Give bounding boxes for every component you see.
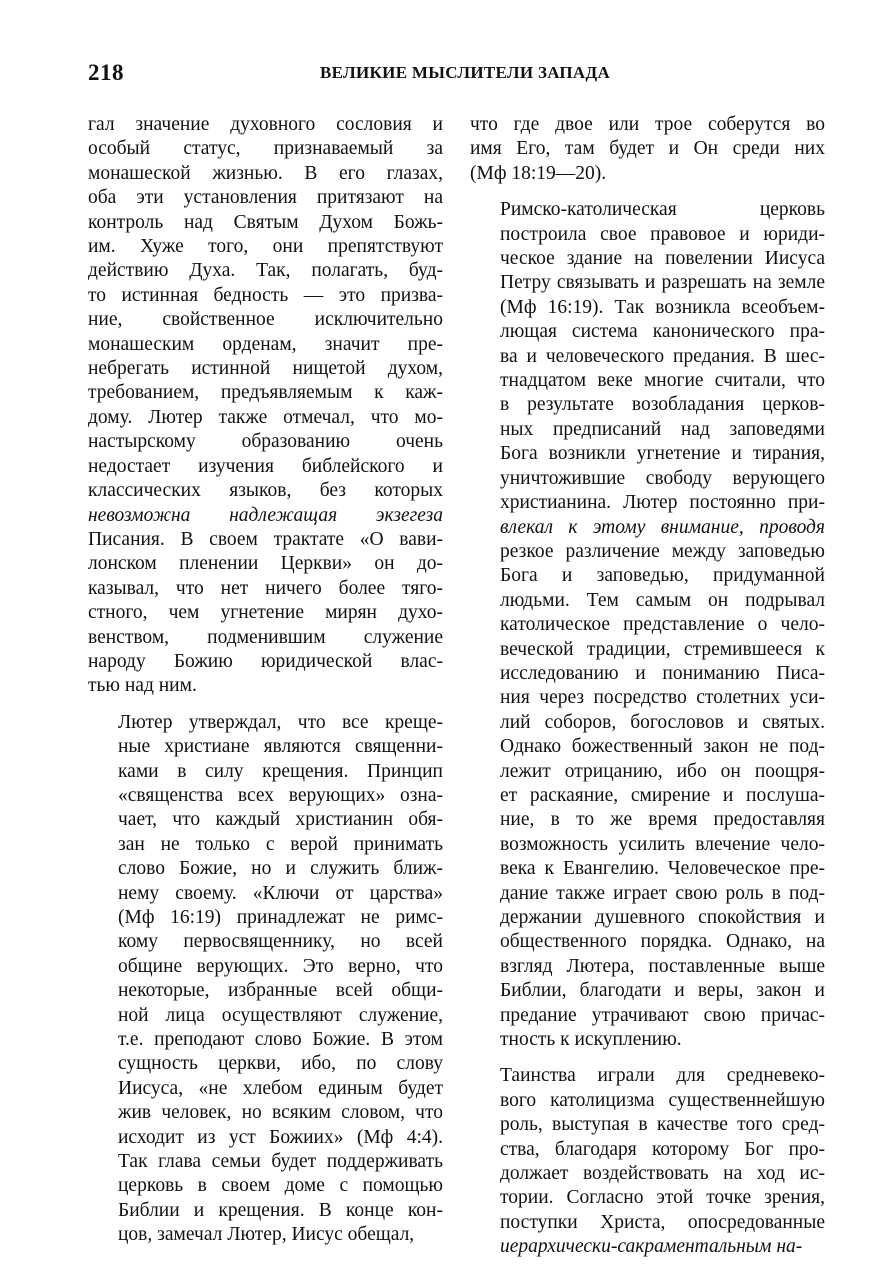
text-line: ние, свойственное исключительно	[88, 309, 443, 331]
text-line: то истинная бедность — это призва-	[88, 284, 443, 306]
text-line: ства, благодаря которому Бог про-	[500, 1138, 825, 1160]
text-line: церковь в своем доме с помощью	[118, 1175, 443, 1197]
text-line: тории. Согласно этой точке зрения,	[500, 1187, 825, 1209]
text-line: им. Хуже того, они препятствуют	[88, 236, 443, 258]
text-line: оба эти установления притязают на	[88, 187, 443, 209]
paragraph	[88, 711, 443, 1248]
paragraph	[470, 1064, 825, 1259]
text-line: ных предписаний над заповедями	[500, 418, 825, 440]
text-line: что где двое или трое соберутся во	[470, 114, 825, 135]
text-line: уничтожившие свободу верующего	[500, 467, 825, 489]
text-line: монашеским орденам, значит пре-	[88, 333, 443, 355]
text-line: (Мф 16:19). Так возникла всеобъем-	[500, 296, 825, 318]
text-line: дому. Лютер также отмечал, что мо-	[88, 406, 443, 428]
text-line: людьми. Тем самым он подрывал	[500, 589, 825, 611]
text-line: лий соборов, богословов и святых.	[500, 711, 825, 733]
text-line: Писания. В своем трактате «О вави-	[88, 528, 443, 550]
left-text-column	[88, 113, 443, 1260]
text-line: некоторые, избранные всей общи-	[118, 980, 443, 1002]
text-line: Библии, благодати и веры, закон и	[500, 980, 825, 1002]
text-line: дание также играет свою роль в под-	[500, 882, 825, 904]
text-line: Библии и крещения. В конце кон-	[118, 1199, 443, 1221]
text-line: ками в силу крещения. Принцип	[118, 760, 443, 782]
text-line: христианина. Лютер постоянно при-	[500, 492, 825, 514]
text-line: венством, подменившим служение	[88, 626, 443, 648]
text-line: лонском пленении Церкви» он до-	[88, 553, 443, 575]
text-line: Однако божественный закон не под-	[500, 736, 825, 758]
text-line: жив человек, но всяким словом, что	[118, 1102, 443, 1124]
text-line: нему своему. «Ключи от царства»	[118, 882, 443, 904]
text-line: лющая система канонического пра-	[500, 321, 825, 343]
text-line: сущность церкви, ибо, по слову	[118, 1053, 443, 1075]
text-line: Таинства играли для средневеко-	[500, 1065, 825, 1087]
text-line: контроль над Святым Духом Божь-	[88, 211, 443, 233]
text-line: монашеской жизнью. В его глазах,	[88, 162, 443, 184]
text-line: казывал, что нет ничего более тяго-	[88, 577, 443, 599]
text-line: слово Божие, но и служить ближ-	[118, 858, 443, 880]
text-line: вого католицизма существеннейшую	[500, 1089, 825, 1111]
text-line: т.е. преподают слово Божие. В этом	[118, 1029, 443, 1051]
text-line: Бога возникли угнетение и тирания,	[500, 443, 825, 465]
text-line: имя Его, там будет и Он среди них	[470, 138, 825, 160]
text-line: Бога и заповедью, придуманной	[500, 565, 825, 587]
text-line: недостает изучения библейского и	[88, 455, 443, 477]
text-line: стного, чем угнетение мирян духо-	[88, 602, 443, 624]
text-line: Иисуса, «не хлебом единым будет	[118, 1077, 443, 1099]
text-line: (Мф 16:19) принадлежат не римс-	[118, 907, 443, 928]
text-line: небрегать истинной нищетой духом,	[88, 358, 443, 380]
text-line: лежит отрицанию, ибо он поощря-	[500, 760, 825, 782]
text-line: «священства всех верующих» озна-	[118, 784, 443, 806]
text-line: гал значение духовного сословия и	[88, 114, 443, 135]
text-line: Римско-католическая церковь	[500, 199, 825, 221]
text-line: ной лица осуществляют служение,	[118, 1004, 443, 1026]
text-line: тью над ним.	[88, 675, 197, 697]
text-line: должает воздействовать на ход ис-	[500, 1163, 825, 1185]
paragraph	[470, 198, 825, 1052]
text-line: исходит из уст Божиих» (Мф 4:4).	[118, 1126, 443, 1148]
text-line: народу Божию юридической влас-	[88, 650, 443, 672]
right-text-column	[470, 113, 825, 1272]
text-line: поступки Христа, опосредованные	[500, 1211, 825, 1233]
text-line: особый статус, признаваемый за	[88, 138, 443, 160]
text-line: (Мф 18:19—20).	[470, 162, 607, 184]
text-line: требованием, предъявляемым к каж-	[88, 382, 443, 404]
text-line: общине верующих. Это верно, что	[118, 955, 443, 977]
text-line: зан не только с верой принимать	[118, 833, 443, 855]
text-line: тнадцатом веке многие считали, что	[500, 370, 825, 392]
text-line: Так глава семьи будет поддерживать	[118, 1151, 443, 1173]
text-line: возможность усилить влечение чело-	[500, 833, 825, 855]
text-line: тность к искуплению.	[500, 1029, 682, 1051]
text-line: предание утрачивают свою причас-	[500, 1004, 825, 1026]
text-line: в результате возобладания церков-	[500, 394, 825, 416]
text-line: ет раскаяние, смирение и послуша-	[500, 784, 825, 806]
text-line: настырскому образованию очень	[88, 431, 443, 453]
text-line: католическое представление о чело-	[500, 614, 825, 636]
text-line: ние, в то же время предоставляя	[500, 809, 825, 831]
text-line: ные христиане являются священни-	[118, 736, 443, 758]
text-line: невозможна надлежащая экзегеза	[88, 504, 443, 526]
text-line: резкое различение между заповедью	[500, 540, 825, 562]
text-line: цов, замечал Лютер, Иисус обещал,	[118, 1224, 415, 1246]
paragraph	[470, 113, 825, 186]
text-line: ния через посредство столетних уси-	[500, 687, 825, 709]
text-line: Петру связывать и разрешать на земле	[500, 272, 825, 294]
text-line: ческое здание на повелении Иисуса	[500, 248, 825, 270]
text-line: роль, выступая в качестве того сред-	[500, 1114, 825, 1136]
page-header	[88, 60, 830, 90]
text-line: классических языков, без которых	[88, 480, 443, 502]
text-line: действию Духа. Так, полагать, буд-	[88, 260, 443, 282]
text-line: Лютер утверждал, что все креще-	[118, 711, 443, 733]
text-line: построила свое правовое и юриди-	[500, 223, 825, 245]
text-line: века к Евангелию. Человеческое пре-	[500, 858, 825, 880]
text-line: чает, что каждый христианин обя-	[118, 809, 443, 831]
running-title: ВЕЛИКИЕ МЫСЛИТЕЛИ ЗАПАДА	[320, 63, 611, 82]
text-line: кому первосвященнику, но всей	[118, 931, 443, 953]
text-line: веческой традиции, стремившееся к	[500, 638, 825, 660]
page-number: 218	[88, 60, 124, 85]
text-line: общественного порядка. Однако, на	[500, 931, 825, 953]
text-line: влекал к этому внимание, проводя	[500, 516, 825, 538]
text-line: ва и человеческого предания. В шес-	[500, 345, 825, 367]
text-line: исследованию и пониманию Писа-	[500, 662, 825, 684]
paragraph	[88, 113, 443, 699]
text-line: взгляд Лютера, поставленные выше	[500, 955, 825, 977]
text-line: держании душевного спокойствия и	[500, 907, 825, 928]
text-line: иерархически-сакраментальным на-	[500, 1236, 803, 1258]
